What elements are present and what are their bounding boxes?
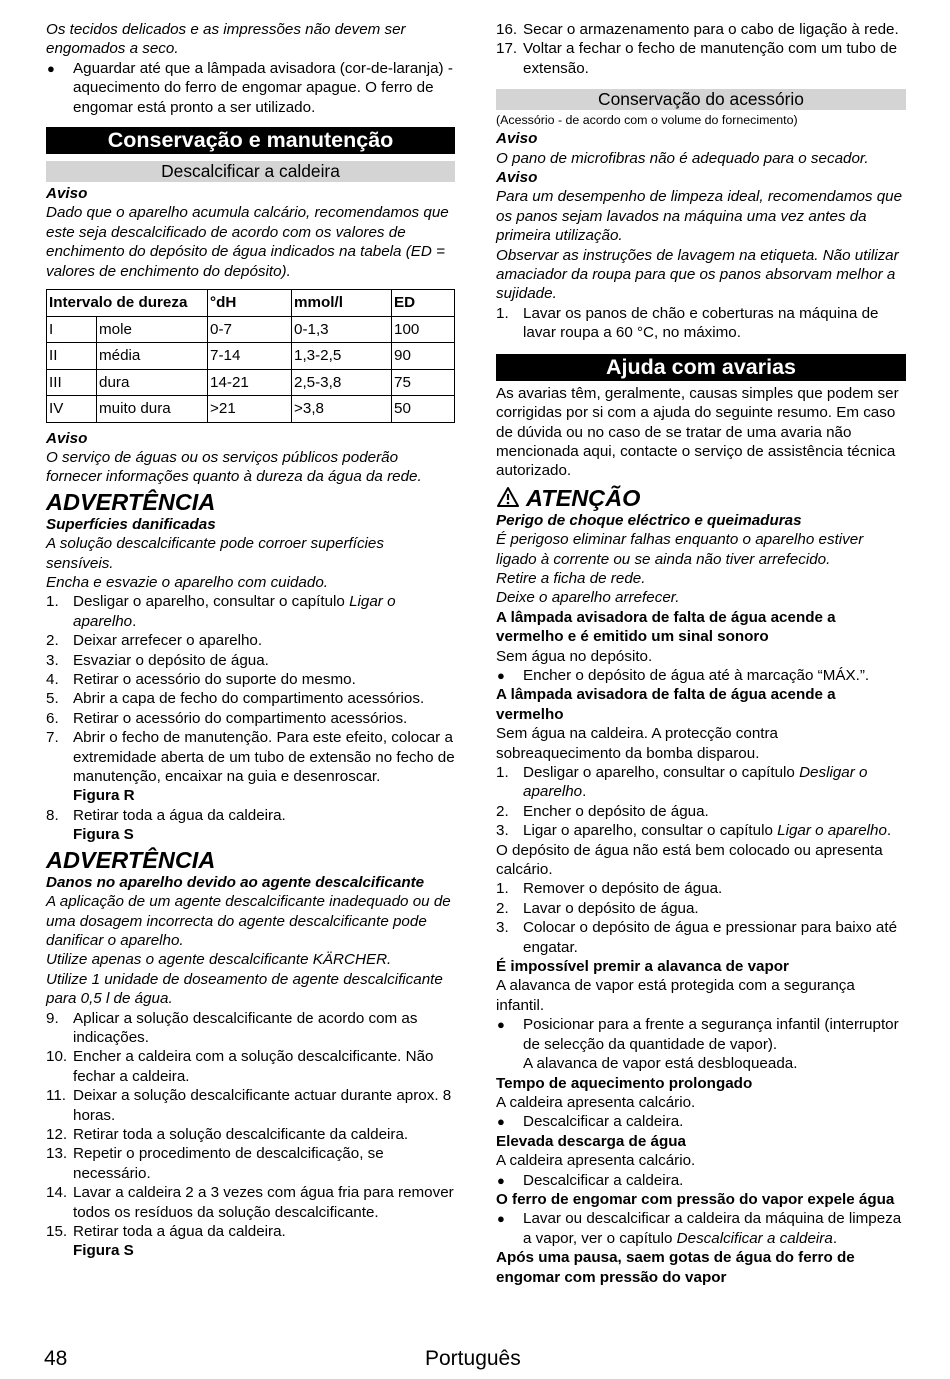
fault-cause: O depósito de água não está bem colocado ou apresenta calcário. xyxy=(496,841,883,879)
table-row xyxy=(47,396,455,423)
fault-title: A lâmpada avisadora de falta de água acende a vermelho xyxy=(496,686,836,723)
table-row xyxy=(47,316,455,343)
list-item: 2. Deixar arrefecer o aparelho. xyxy=(46,632,263,650)
fault-cause: Sem água no depósito. xyxy=(496,647,653,665)
list-item: 3. Ligar o aparelho, consultar o capítulo Ligar o aparelho. xyxy=(496,822,892,840)
accessory-note: (Acessório - de acordo com o volume do fornecimento) xyxy=(496,113,798,128)
right-column xyxy=(496,20,906,1287)
table-cell: dura xyxy=(97,369,208,396)
section-title: Conservação e manutenção xyxy=(46,127,455,154)
help-intro-text: As avarias têm, geralmente, causas simples que podem ser corrigidas por si com a ajuda do seguinte resumo. Em caso de dúvida ou no caso de se tratar de uma avaria não mencionada aqui, contacte o serviço de assistência técnica autorizado. xyxy=(496,384,899,480)
table-cell: >3,8 xyxy=(292,396,392,423)
list-item: 14. Lavar a caldeira 2 a 3 vezes com água fria para remover todos os resíduos da solução descalcificante. xyxy=(46,1184,454,1221)
note-label: Aviso xyxy=(496,130,538,148)
table-row xyxy=(47,369,455,396)
subsection-title: Conservação do acessório xyxy=(496,89,906,110)
table-header: mmol/l xyxy=(292,290,392,317)
attention-text: Retire a ficha de rede. xyxy=(496,569,646,587)
table-cell: mole xyxy=(97,316,208,343)
list-item: ● Descalcificar a caldeira. xyxy=(497,1171,684,1189)
fault-result: A alavanca de vapor está desbloqueada. xyxy=(523,1055,798,1073)
list-item: 8. Retirar toda a água da caldeira. xyxy=(46,806,286,824)
table-cell: 0-7 xyxy=(208,316,292,343)
table-cell: I xyxy=(47,316,97,343)
list-item: 12. Retirar toda a solução descalcificante da caldeira. xyxy=(46,1125,409,1143)
fault-cause: Sem água na caldeira. A protecção contra sobreaquecimento da bomba disparou. xyxy=(496,725,778,762)
bullet-icon: ● xyxy=(497,1211,505,1227)
note-text: Dado que o aparelho acumula calcário, recomendamos que este seja descalcificado de acordo com os valores de enchimento do depósito de água indicados na tabela (ED = valores de enchimento do depósito). xyxy=(46,204,449,280)
list-item: ● Aguardar até que a lâmpada avisadora (cor-de-laranja) - aquecimento do ferro de engomar apague. O ferro de engomar está pronto a ser utilizado. xyxy=(47,59,453,116)
list-item: 4. Retirar o acessório do suporte do mesmo. xyxy=(46,671,356,689)
figure-reference: Figura S xyxy=(73,1242,134,1260)
note-label: Aviso xyxy=(46,185,88,203)
page-number: 48 xyxy=(44,1347,68,1370)
list-item: 10. Encher a caldeira com a solução descalcificante. Não fechar a caldeira. xyxy=(46,1048,434,1085)
fault-title: Elevada descarga de água xyxy=(496,1132,686,1150)
table-header: ED xyxy=(392,290,455,317)
fault-cause: A alavanca de vapor está protegida com a segurança infantil. xyxy=(496,977,855,1014)
warning-subtitle: Superfícies danificadas xyxy=(46,515,216,533)
warning-subtitle: Danos no aparelho devido ao agente descalcificante xyxy=(46,873,425,891)
bullet-icon: ● xyxy=(47,60,55,76)
fault-cause: A caldeira apresenta calcário. xyxy=(496,1152,696,1170)
table-header-row xyxy=(47,290,455,317)
table-cell: 1,3-2,5 xyxy=(292,343,392,370)
attention-text: Deixe o aparelho arrefecer. xyxy=(496,589,680,607)
fault-title: Tempo de aquecimento prolongado xyxy=(496,1074,753,1092)
hardness-table xyxy=(46,289,455,423)
note-label: Aviso xyxy=(46,429,88,447)
table-cell: média xyxy=(97,343,208,370)
intro-italic-text: Os tecidos delicados e as impressões não devem ser engomados a seco. xyxy=(46,21,406,58)
chapter-reference: Descalcificar a caldeira xyxy=(676,1229,833,1247)
table-cell: IV xyxy=(47,396,97,423)
attention-subtitle: Perigo de choque eléctrico e queimaduras xyxy=(496,511,802,529)
list-item: 3. Colocar o depósito de água e pressionar para baixo até engatar. xyxy=(496,919,898,956)
fault-title: A lâmpada avisadora de falta de água acende a vermelho e é emitido um sinal sonoro xyxy=(496,608,836,646)
warning-text: Utilize 1 unidade de doseamento de agente descalcificante para 0,5 l de água. xyxy=(46,970,443,1008)
table-cell: 0-1,3 xyxy=(292,316,392,343)
list-item: 5. Abrir a capa de fecho do compartimento acessórios. xyxy=(46,690,425,708)
list-item: 1. Remover o depósito de água. xyxy=(496,880,723,898)
table-row xyxy=(47,343,455,370)
table-cell: 7-14 xyxy=(208,343,292,370)
list-item: 3. Esvaziar o depósito de água. xyxy=(46,651,269,669)
table-header: Intervalo de dureza xyxy=(47,290,208,317)
list-item: 1. Desligar o aparelho, consultar o capítulo Desligar o aparelho. xyxy=(496,764,868,801)
section-title: Ajuda com avarias xyxy=(496,354,906,381)
chapter-reference: Ligar o aparelho xyxy=(73,593,396,630)
table-cell: III xyxy=(47,369,97,396)
list-item: 2. Encher o depósito de água. xyxy=(496,802,709,820)
list-item: ● Descalcificar a caldeira. xyxy=(497,1113,684,1131)
table-cell: 100 xyxy=(392,316,455,343)
table-cell: 75 xyxy=(392,369,455,396)
figure-reference: Figura R xyxy=(73,787,135,805)
table-cell: 50 xyxy=(392,396,455,423)
list-item: 13. Repetir o procedimento de descalcificação, se necessário. xyxy=(46,1145,384,1182)
steps-list xyxy=(46,1009,455,1242)
bullet-icon: ● xyxy=(497,1017,505,1033)
bullet-icon: ● xyxy=(497,1172,505,1188)
note-text: O serviço de águas ou os serviços públicos poderão fornecer informações quanto à dureza da água da rede. xyxy=(46,448,422,486)
warning-text: Encha e esvazie o aparelho com cuidado. xyxy=(46,574,328,591)
list-item: 16. Secar o armazenamento para o cabo de ligação à rede. xyxy=(496,21,899,38)
fault-title: O ferro de engomar com pressão do vapor expele água xyxy=(496,1190,895,1208)
note-label: Aviso xyxy=(496,169,538,187)
list-item: 9. Aplicar a solução descalcificante de acordo com as indicações. xyxy=(46,1009,418,1046)
fault-title: Após uma pausa, saem gotas de água do ferro de engomar com pressão do vapor xyxy=(496,1249,855,1286)
warning-title: ADVERTÊNCIA xyxy=(46,846,216,873)
attention-title: ATENÇÃO xyxy=(496,486,906,511)
figure-reference: Figura S xyxy=(73,826,134,844)
bullet-icon: ● xyxy=(497,667,505,683)
list-item: 1. Desligar o aparelho, consultar o capítulo Ligar o aparelho. xyxy=(46,593,396,630)
warning-text: Utilize apenas o agente descalcificante KÄRCHER. xyxy=(46,951,392,969)
fault-cause: A caldeira apresenta calcário. xyxy=(496,1093,696,1111)
bullet-icon: ● xyxy=(497,1114,505,1130)
list-item: 7. Abrir o fecho de manutenção. Para este efeito, colocar a extremidade aberta de um tubo de extensão no fecho de manutenção, encaixar na guia e desenroscar. xyxy=(46,729,455,786)
note-text: Observar as instruções de lavagem na etiqueta. Não utilizar amaciador da roupa para que os panos absorvam melhor a sujidade. xyxy=(496,246,899,303)
subsection-title: Descalcificar a caldeira xyxy=(46,161,455,182)
steps-list xyxy=(46,592,455,786)
footer-language: Português xyxy=(425,1347,521,1370)
list-item: 1. Lavar os panos de chão e coberturas na máquina de lavar roupa a 60 °C, no máximo. xyxy=(496,304,879,342)
note-text: O pano de microfibras não é adequado para o secador. xyxy=(496,149,869,167)
table-cell: 90 xyxy=(392,343,455,370)
list-item: 15. Retirar toda a água da caldeira. xyxy=(46,1223,286,1240)
chapter-reference: Ligar o aparelho xyxy=(777,822,887,840)
list-item: ● Posicionar para a frente a segurança infantil (interruptor de selecção da quantidade de vapor). xyxy=(497,1016,899,1053)
list-item: ● Encher o depósito de água até à marcação “MÁX.”. xyxy=(497,666,870,684)
list-item: 11. Deixar a solução descalcificante actuar durante aprox. 8 horas. xyxy=(46,1087,452,1124)
left-column xyxy=(46,20,455,1261)
list-item: 6. Retirar o acessório do compartimento acessórios. xyxy=(46,709,408,727)
warning-text: A solução descalcificante pode corroer superfícies sensíveis. xyxy=(46,535,384,572)
table-cell: 2,5-3,8 xyxy=(292,369,392,396)
note-text: Para um desempenho de limpeza ideal, recomendamos que os panos sejam lavados na máquina uma vez antes da primeira utilização. xyxy=(496,188,903,245)
warning-title: ADVERTÊNCIA xyxy=(46,488,216,515)
table-cell: >21 xyxy=(208,396,292,423)
table-header: °dH xyxy=(208,290,292,317)
chapter-reference: Desligar o aparelho xyxy=(523,764,868,801)
table-cell: 14-21 xyxy=(208,369,292,396)
list-item: 17. Voltar a fechar o fecho de manutenção com um tubo de extensão. xyxy=(496,40,898,77)
table-cell: II xyxy=(47,343,97,370)
attention-text: É perigoso eliminar falhas enquanto o aparelho estiver ligado à corrente ou se ainda não tiver arrefecido. xyxy=(496,531,864,568)
fault-title: É impossível premir a alavanca de vapor xyxy=(496,958,789,976)
warning-text: A aplicação de um agente descalcificante inadequado ou de uma dosagem incorrecta do agente descalcificante pode danificar o aparelho. xyxy=(46,893,451,949)
warning-triangle-icon xyxy=(496,486,520,508)
list-item: ● Lavar ou descalcificar a caldeira da máquina de limpeza a vapor, ver o capítulo Descalcificar a caldeira. xyxy=(497,1210,902,1247)
table-cell: muito dura xyxy=(97,396,208,423)
list-item: 2. Lavar o depósito de água. xyxy=(496,899,699,917)
